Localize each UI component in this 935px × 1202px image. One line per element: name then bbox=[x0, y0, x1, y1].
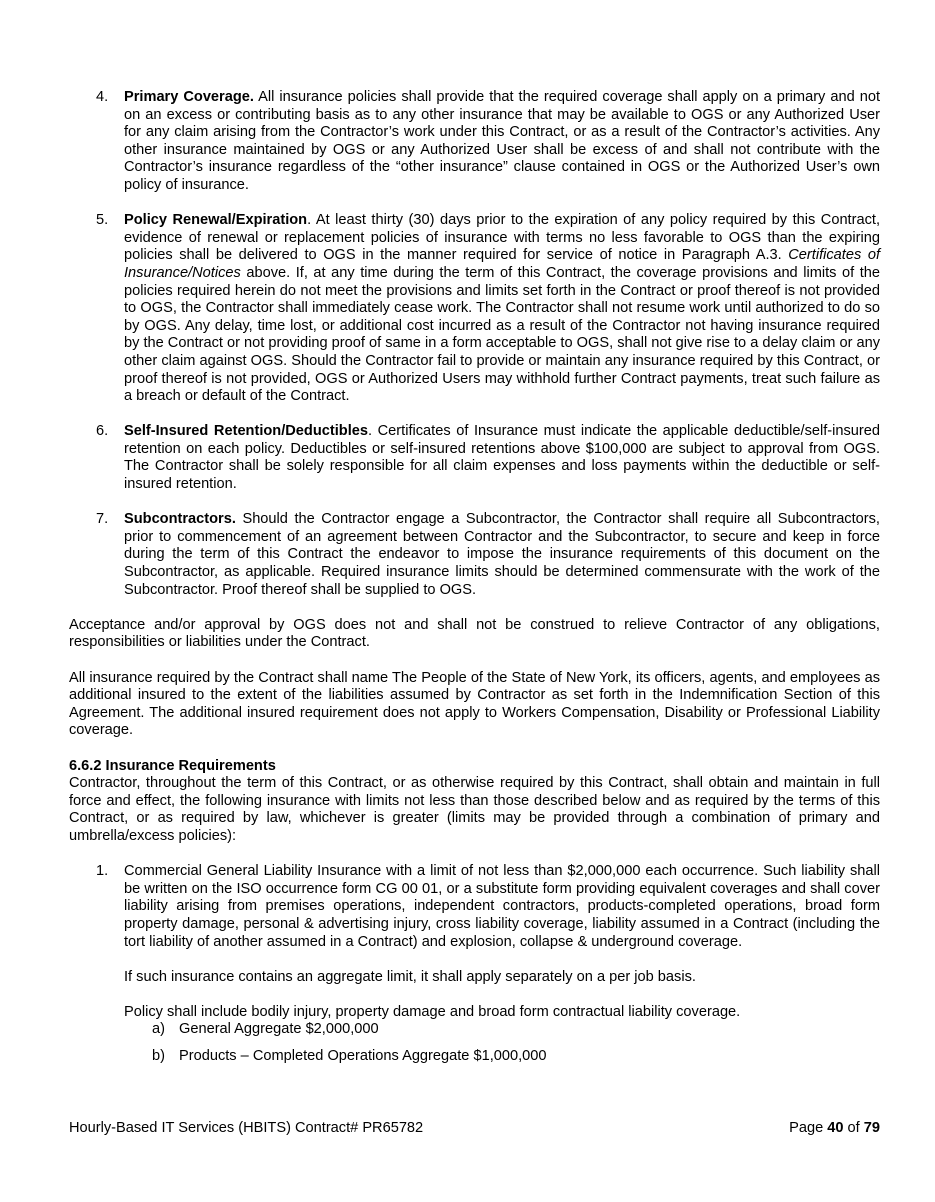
section-heading: 6.6.2 Insurance Requirements bbox=[69, 757, 276, 774]
list-number: 5. bbox=[96, 212, 109, 229]
list-number: 4. bbox=[96, 89, 109, 105]
sub-item-text: Products – Completed Operations Aggregate $1,000,000 bbox=[179, 1047, 547, 1064]
list-item-primary-coverage bbox=[69, 89, 880, 195]
list-number: 7. bbox=[96, 511, 109, 528]
paragraph-additional-insured: All insurance required by the Contract shall name The People of the State of New York, its officers, agents, and employees as additional insured to the extent of the liabilities assumed by Contractor as set forth in the Indemnification Section of this Agreement. The additional insured requirement does not apply to Workers Compensation, Disability or Professional Liability coverage. bbox=[69, 669, 880, 739]
footer-contract-title: Hourly-Based IT Services (HBITS) Contract# PR65782 bbox=[69, 1120, 424, 1136]
sub-item-label: a) bbox=[152, 1021, 165, 1038]
sub-item-text: General Aggregate $2,000,000 bbox=[179, 1021, 379, 1038]
list-number: 6. bbox=[96, 423, 109, 440]
page-of: of bbox=[843, 1120, 864, 1136]
page-prefix: Page bbox=[789, 1120, 828, 1136]
current-page: 40 bbox=[827, 1120, 844, 1136]
item-text: Commercial General Liability Insurance with a limit of not less than $2,000,000 each occurrence. Such liability shall be written on the ISO occurrence form CG 00 01, or a substitute form providing equivalent coverages and shall cover liability arising from premises operations, independent contractors, products-completed operations, broad form property damage, personal & advertising injury, cross liability coverage, liability assumed in a Contract (including the tort liability of another assumed in a Contract) and explosion, collapse & underground coverage. bbox=[124, 863, 880, 950]
list-item-subcontractors bbox=[69, 511, 880, 599]
item-italic-reference: Certificates of Insurance/Notices bbox=[124, 247, 881, 281]
item-text: . Certificates of Insurance must indicate the applicable deductible/self-insured retention on each policy. Deductibles or self-insured retentions above $100,000 are subject to approval from OGS. The Contractor shall be solely responsible for all claim expenses and loss payments within the deductible or self-insured retention. bbox=[124, 423, 881, 493]
footer-page-number bbox=[789, 1120, 880, 1138]
sub-item-products-aggregate bbox=[69, 1048, 880, 1066]
section-insurance-requirements bbox=[69, 758, 880, 846]
paragraph-acceptance: Acceptance and/or approval by OGS does not and shall not be construed to relieve Contractor of any obligations, responsibilities or liabilities under the Contract. bbox=[69, 616, 880, 651]
list-item-policy-renewal bbox=[69, 212, 880, 406]
policy-note: Policy shall include bodily injury, property damage and broad form contractual liability coverage. bbox=[124, 1003, 741, 1020]
item-title: Subcontractors. bbox=[124, 511, 236, 528]
item-text: All insurance policies shall provide that the required coverage shall apply on a primary and not on an excess or contributing basis as to any other insurance that may be available to OGS or any Authorized User for any claim arising from the Contractor’s work under this Contract, or as a result of the Contractor’s activities. Any other insurance maintained by OGS or any Authorized User shall be excess of and shall not contribute with the Contractor’s insurance regardless of the “other insurance” clause contained in OGS or the Authorized User’s own policy of insurance. bbox=[124, 89, 880, 193]
item-title: Policy Renewal/Expiration bbox=[124, 212, 308, 229]
aggregate-note: If such insurance contains an aggregate limit, it shall apply separately on a per job basis. bbox=[124, 968, 696, 985]
total-pages: 79 bbox=[863, 1120, 880, 1136]
item-text-continued: above. If, at any time during the term of this Contract, the coverage provisions and limits of the policies required herein do not meet the provisions and limits set forth in the Contract or proof thereof is not provided to OGS, the Contractor shall immediately cease work. The Contractor shall not resume work until authorized to do so by OGS. Any delay, time lost, or additional cost incurred as a result of the Contractor not having insurance required by the Contract or not providing proof of same in a form acceptable to OGS, shall not give rise to a delay claim or any other claim against OGS. Should the Contractor fail to provide or maintain any insurance required by this Contract, or proof thereof is not provided, OGS or Authorized Users may withhold further Contract payments, treat such failure as a breach or default of the Contract. bbox=[124, 264, 881, 405]
list-number: 1. bbox=[96, 863, 109, 880]
item-title: Primary Coverage. bbox=[124, 89, 254, 105]
sub-item-label: b) bbox=[152, 1047, 165, 1064]
item-text: Should the Contractor engage a Subcontractor, the Contractor shall require all Subcontractors, prior to commencement of an agreement between Contractor and the Subcontractor, to secure and keep in force during the term of this Contract the endeavor to impose the insurance requirements of this document on the Subcontractor, as applicable. Required insurance limits should be determined commensurate with the work of the Subcontractor. Proof thereof shall be supplied to OGS. bbox=[124, 511, 880, 598]
item-text: . At least thirty (30) days prior to the expiration of any policy required by this Contract, evidence of renewal or replacement policies of insurance with terms no less favorable to OGS than the expiring policies shall be delivered to OGS in the manner required for service of notice in Paragraph A.3. bbox=[124, 212, 880, 264]
item-title: Self-Insured Retention/Deductibles bbox=[124, 423, 368, 440]
list-item-self-insured bbox=[69, 423, 880, 493]
list-item-commercial-general-liability bbox=[69, 863, 880, 1021]
section-intro: Contractor, throughout the term of this Contract, or as otherwise required by this Contract, shall obtain and maintain in full force and effect, the following insurance with limits not less than those described below and as required by the terms of this Contract, or as required by law, whichever is greater (limits may be provided through a combination of primary and umbrella/excess policies): bbox=[69, 775, 880, 844]
document-body bbox=[69, 89, 880, 1074]
sub-item-general-aggregate bbox=[69, 1021, 880, 1039]
